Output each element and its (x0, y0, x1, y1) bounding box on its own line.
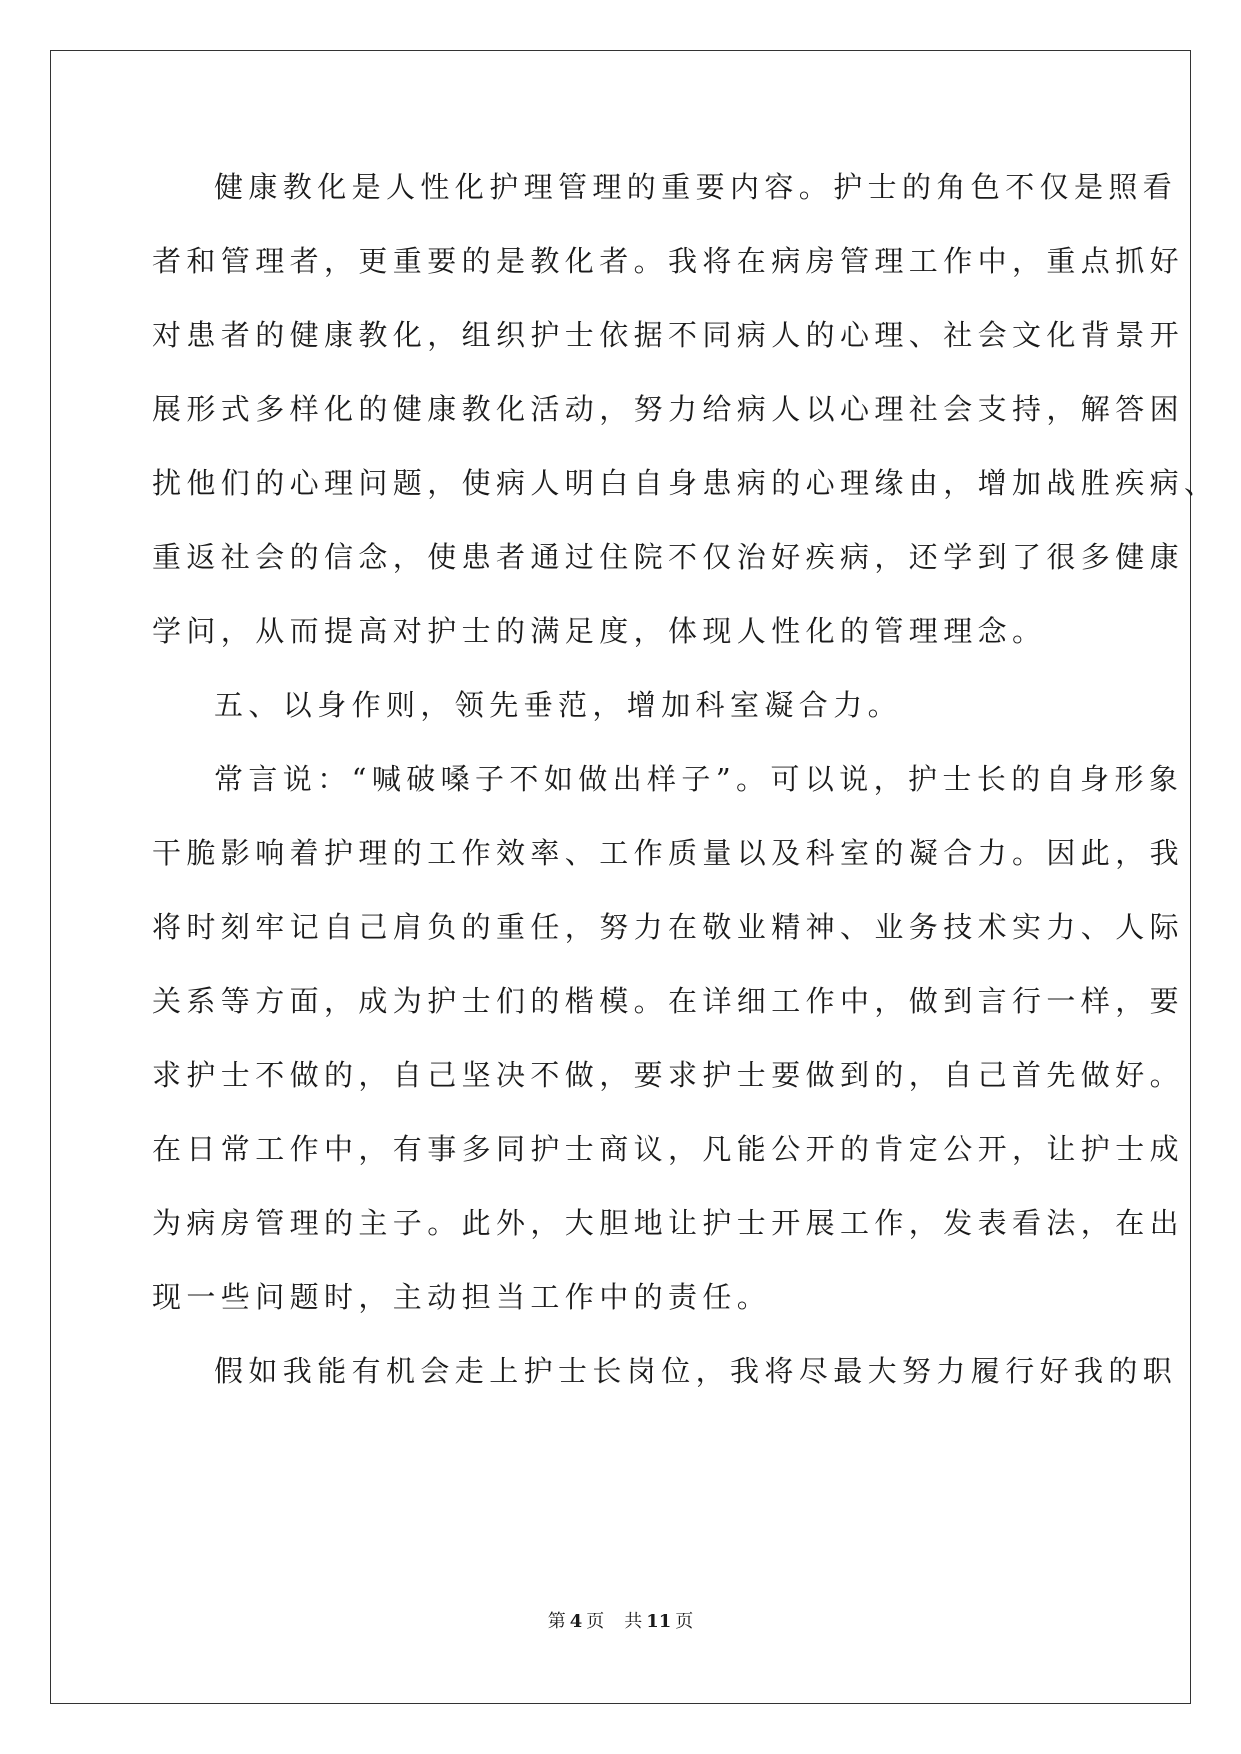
text-line: 五、以身作则，领先垂范，增加科室凝合力。 (214, 688, 903, 722)
text-line: 展形式多样化的健康教化活动，努力给病人以心理社会支持，解答困 (152, 392, 1185, 426)
text-line: 者和管理者，更重要的是教化者。我将在病房管理工作中，重点抓好 (152, 244, 1185, 278)
text-line: 学问，从而提高对护士的满足度，体现人性化的管理理念。 (152, 614, 1047, 648)
text-line: 在日常工作中，有事多同护士商议，凡能公开的肯定公开，让护士成 (152, 1132, 1185, 1166)
page-footer (0, 1610, 1241, 1634)
text-line: 扰他们的心理问题，使病人明白自身患病的心理缘由，增加战胜疾病、 (152, 466, 1219, 500)
text-line: 对患者的健康教化，组织护士依据不同病人的心理、社会文化背景开 (152, 318, 1185, 352)
footer-total-suffix: 页 (675, 1611, 694, 1632)
text-line: 假如我能有机会走上护士长岗位，我将尽最大努力履行好我的职 (214, 1354, 1178, 1388)
text-line: 将时刻牢记自己肩负的重任，努力在敬业精神、业务技术实力、人际 (152, 910, 1185, 944)
text-line: 现一些问题时，主动担当工作中的责任。 (152, 1280, 772, 1314)
text-line: 重返社会的信念，使患者通过住院不仅治好疾病，还学到了很多健康 (152, 540, 1185, 574)
document-body (152, 150, 1219, 1408)
footer-prefix: 第 (547, 1611, 566, 1632)
text-line: 关系等方面，成为护士们的楷模。在详细工作中，做到言行一样，要 (152, 984, 1185, 1018)
text-line: 常言说：“喊破嗓子不如做出样子”。可以说，护士长的自身形象 (214, 762, 1184, 796)
footer-total-prefix: 共 (624, 1611, 643, 1632)
current-page-number: 4 (569, 1611, 583, 1632)
total-page-number: 11 (646, 1611, 672, 1632)
text-line: 干脆影响着护理的工作效率、工作质量以及科室的凝合力。因此，我 (152, 836, 1185, 870)
text-line: 求护士不做的，自己坚决不做，要求护士要做到的，自己首先做好。 (152, 1058, 1185, 1092)
text-line: 为病房管理的主子。此外，大胆地让护士开展工作，发表看法，在出 (152, 1206, 1185, 1240)
footer-page-suffix: 页 (586, 1611, 605, 1632)
text-line: 健康教化是人性化护理管理的重要内容。护士的角色不仅是照看 (214, 170, 1178, 204)
